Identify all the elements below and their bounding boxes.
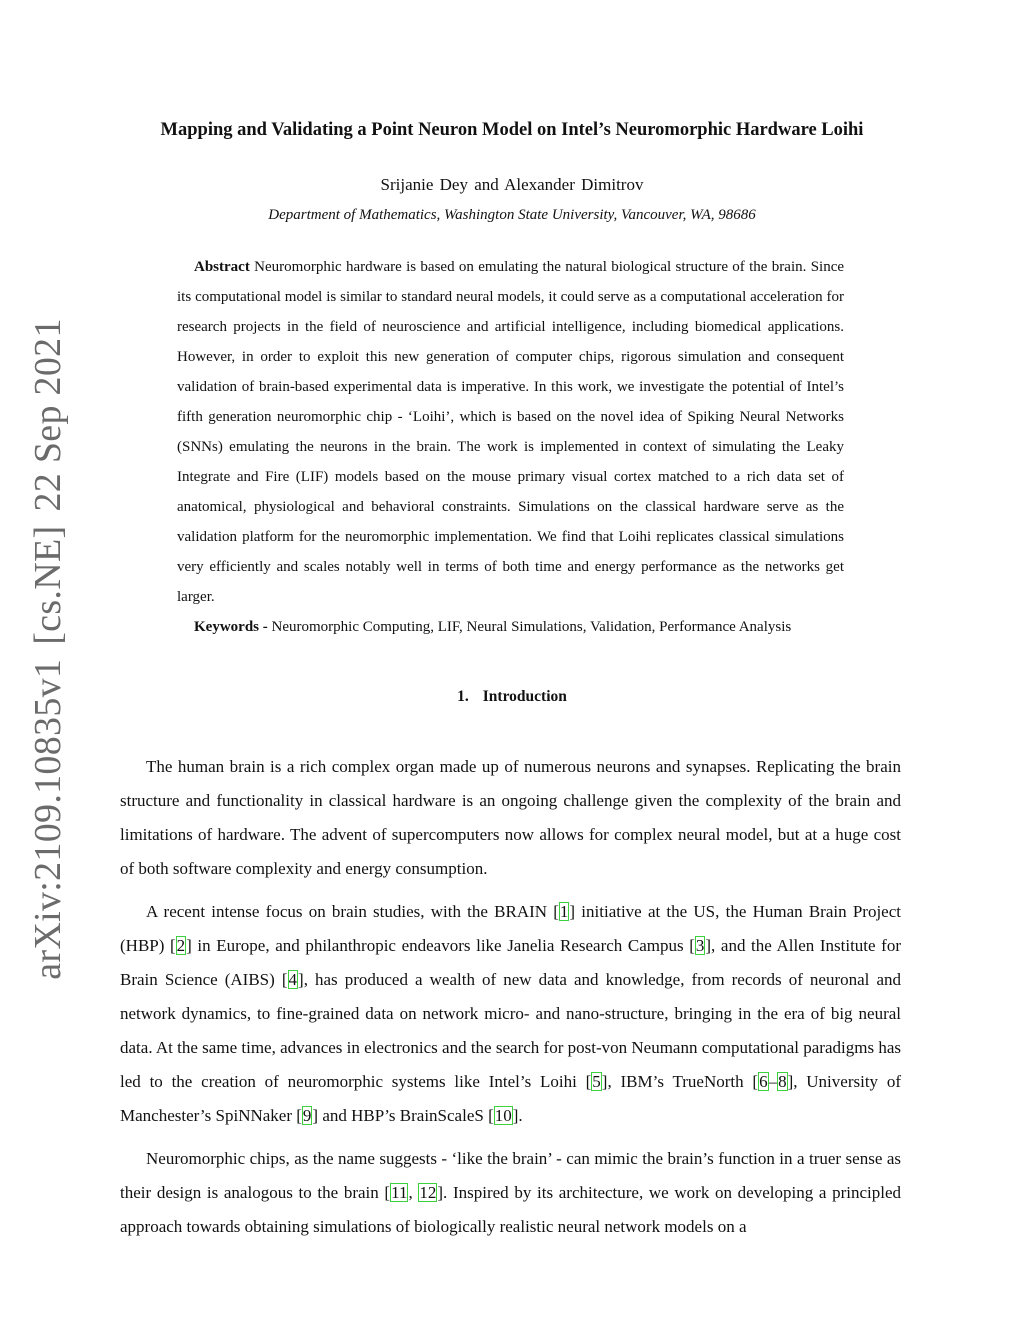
text-run: –: [768, 1072, 778, 1091]
arxiv-date: 22 Sep 2021: [27, 318, 70, 512]
text-run: ,: [408, 1183, 419, 1202]
paper-affiliation: Department of Mathematics, Washington State University, Vancouver, WA, 98686: [268, 207, 756, 223]
body-paragraph-2: [120, 895, 901, 1133]
text-run: ], and the Allen Institute for Brain Science (AIBS) [: [120, 936, 901, 989]
citation-link[interactable]: 3: [695, 936, 705, 955]
citation-link[interactable]: 12: [419, 1183, 437, 1202]
arxiv-sidebar-stamp: [22, 318, 74, 980]
section-number: 1.: [457, 688, 469, 705]
abstract-paragraph: [177, 252, 844, 612]
arxiv-stamp-text: [26, 318, 70, 980]
citation-link[interactable]: 4: [288, 970, 298, 989]
citation-link[interactable]: 9: [302, 1106, 312, 1125]
section-title: Introduction: [482, 688, 567, 705]
section-heading-introduction: [0, 688, 1024, 706]
citation-link[interactable]: 2: [176, 936, 186, 955]
citation-link[interactable]: 5: [592, 1072, 601, 1091]
body-paragraph-3: [120, 1142, 901, 1244]
text-run: ], has produced a wealth of new data and knowledge, from records of neuronal and network dynamics, to fine-grained data on network micro- and nano-structure, bringing in the era of big neural data. At the same time, advances in electronics and the search for post-von Neumann computational paradigms has led to the creation of neuromorphic systems like Intel’s Loihi [: [120, 970, 902, 1091]
text-run: ] in Europe, and philanthropic endeavors like Janelia Research Campus [: [186, 936, 695, 955]
text-run: ]. Inspired by its architecture, we work on developing a principled approach towards obtaining simulations of biologically realistic neural network models on a: [120, 1183, 902, 1236]
arxiv-category: [cs.NE]: [27, 525, 70, 645]
text-run: A recent intense focus on brain studies, with the BRAIN [: [146, 902, 559, 921]
keywords-line: [177, 612, 844, 642]
text-run: ], University of Manchester’s SpiNNaker [: [120, 1072, 901, 1125]
abstract-text: Neuromorphic hardware is based on emulating the natural biological structure of the brain. Since its computational model is similar to standard neural models, it could serve as a computational acceleration for research projects in the field of neuroscience and artificial intelligence, including biomedical applications. However, in order to exploit this new generation of computer chips, rigorous simulation and consequent validation of brain-based experimental data is imperative. In this work, we investigate the potential of Intel’s fifth generation neuromorphic chip - ‘Loihi’, which is based on the novel idea of Spiking Neural Networks (SNNs) emulating the neurons in the brain. The work is implemented in context of simulating the Leaky Integrate and Fire (LIF) models based on the mouse primary visual cortex matched to a rich data set of anatomical, physiological and behavioral constraints. Simulations on the classical hardware serve as the validation platform for the neuromorphic implementation. We find that Loihi replicates classical simulations very efficiently and scales notably well in terms of both time and energy performance as the networks get larger.: [177, 259, 845, 605]
text-run: ], IBM’s TrueNorth [: [601, 1072, 759, 1091]
text-run: Neuromorphic chips, as the name suggests - ‘like the brain’ - can mimic the brain’s function in a truer sense as their design is analogous to the brain [: [120, 1149, 901, 1202]
text-run: ].: [512, 1106, 523, 1125]
arxiv-id: arXiv:2109.10835v1: [27, 658, 70, 980]
citation-link[interactable]: 6: [759, 1072, 768, 1091]
body-paragraph-1: The human brain is a rich complex organ made up of numerous neurons and synapses. Replicating the brain structure and functionality in classical hardware is an ongoing challenge given the complexity of the brain and limitations of hardware. The advent of supercomputers now allows for complex neural model, but at a huge cost of both software complexity and energy consumption.: [120, 757, 901, 878]
citation-link[interactable]: 1: [559, 902, 569, 921]
citation-link[interactable]: 10: [494, 1106, 512, 1125]
abstract-label: Abstract: [194, 259, 250, 275]
abstract-block: [177, 252, 844, 642]
paper-authors: Srijanie Dey and Alexander Dimitrov: [380, 175, 644, 194]
paper-title: Mapping and Validating a Point Neuron Model on Intel’s Neuromorphic Hardware Loihi: [160, 120, 864, 140]
text-run: ] initiative at the US, the Human Brain Project (HBP) [: [120, 902, 901, 955]
text-run: ] and HBP’s BrainScaleS [: [312, 1106, 494, 1125]
citation-link[interactable]: 8: [778, 1072, 787, 1091]
body-text: [120, 750, 901, 1253]
keywords-text: Neuromorphic Computing, LIF, Neural Simulations, Validation, Performance Analysis: [271, 619, 792, 635]
keywords-label: Keywords -: [194, 619, 268, 635]
citation-link[interactable]: 11: [391, 1183, 408, 1202]
